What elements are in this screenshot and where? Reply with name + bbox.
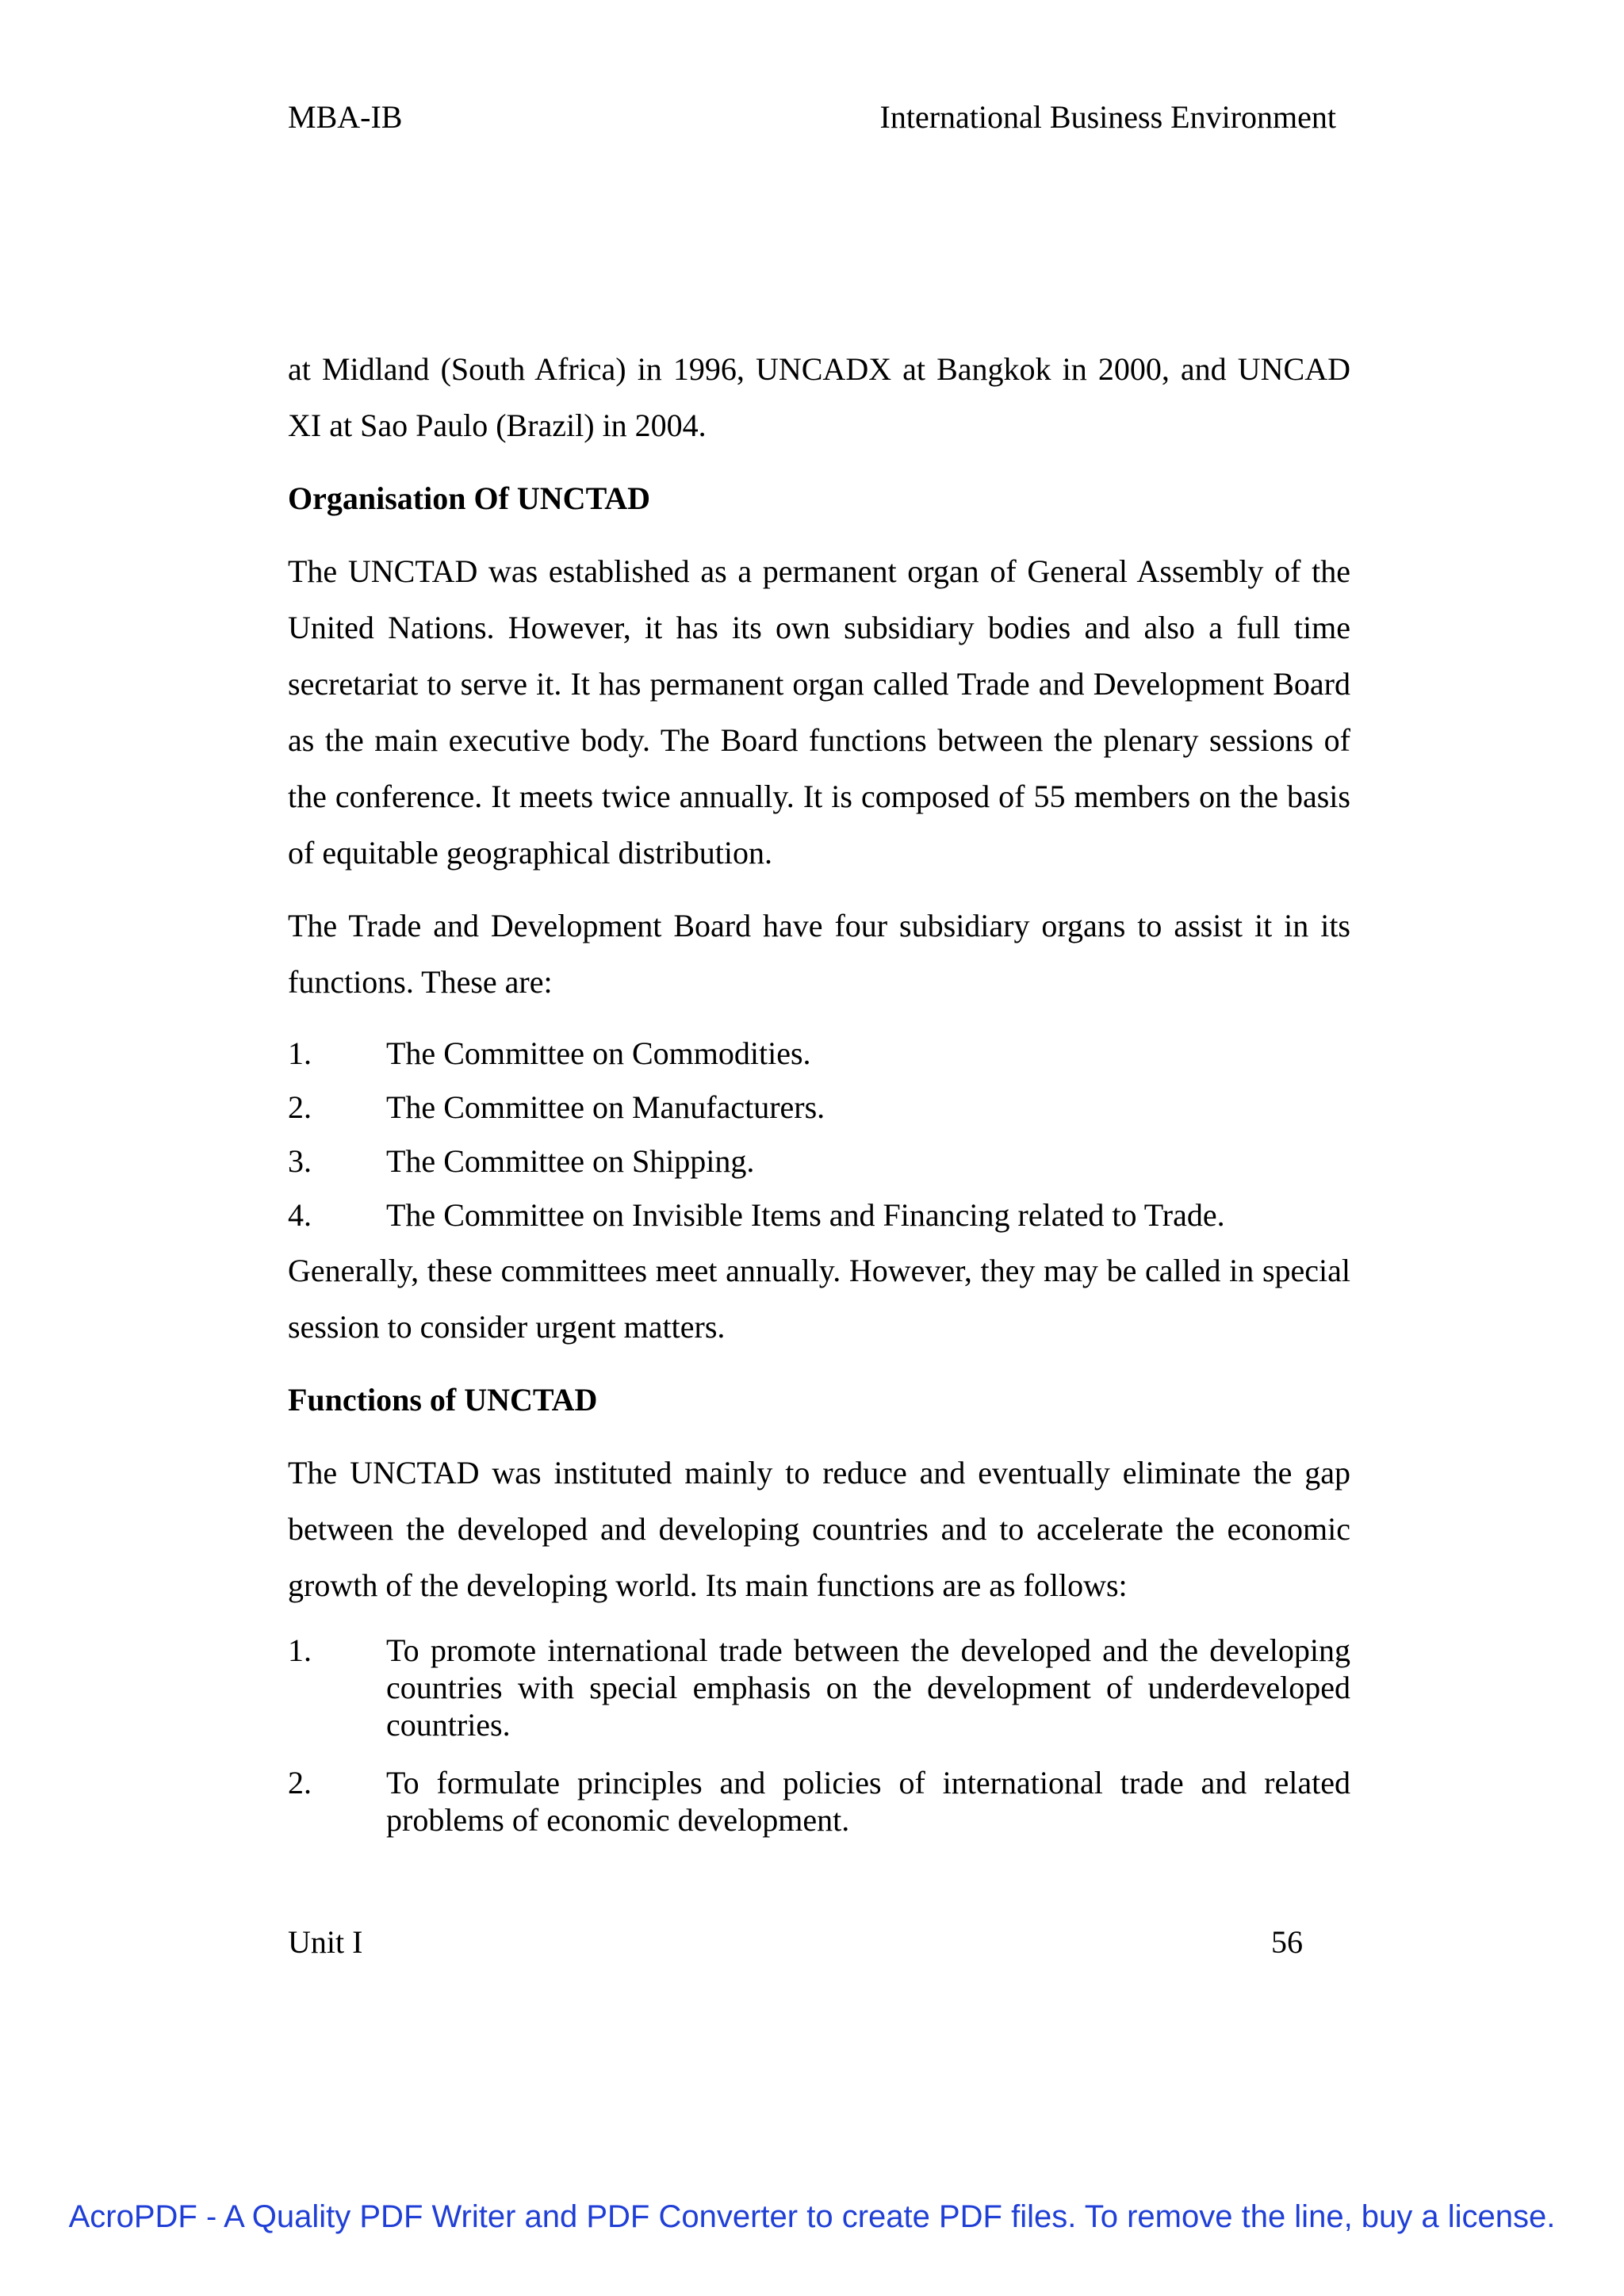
list-item-number: 3. bbox=[288, 1143, 312, 1179]
section-heading-functions: Functions of UNCTAD bbox=[288, 1382, 598, 1418]
list-item-text: The Committee on Shipping. bbox=[386, 1143, 755, 1179]
committees-list bbox=[288, 1027, 1350, 1242]
intro-paragraph: at Midland (South Africa) in 1996, UNCADX at Bangkok in 2000, and UNCAD XI at Sao Paulo (Brazil) in 2004. bbox=[288, 351, 1350, 443]
header-course-code: MBA-IB bbox=[288, 99, 403, 135]
acropdf-watermark-banner: AcroPDF - A Quality PDF Writer and PDF Converter to create PDF files. To remove the line, buy a license. bbox=[68, 2199, 1556, 2234]
body-text bbox=[288, 341, 1350, 1839]
list-item bbox=[288, 1135, 1350, 1188]
list-item-number: 2. bbox=[288, 1765, 312, 1800]
list-item-text: The Committee on Commodities. bbox=[386, 1035, 811, 1071]
list-item bbox=[288, 1764, 1350, 1839]
functions-paragraph: The UNCTAD was instituted mainly to reduce and eventually eliminate the gap between the developed and developing countries and to accelerate the economic growth of the developing world. Its main functions are as follows: bbox=[288, 1455, 1350, 1603]
list-item-number: 1. bbox=[288, 1035, 312, 1071]
list-item-text: To formulate principles and policies of international trade and related problems of economic development. bbox=[386, 1765, 1350, 1838]
section-heading-organisation: Organisation Of UNCTAD bbox=[288, 480, 651, 516]
page-number: 56 bbox=[1271, 1924, 1303, 1960]
list-item bbox=[288, 1081, 1350, 1135]
functions-list bbox=[288, 1632, 1350, 1839]
footer-unit-label: Unit I bbox=[288, 1924, 363, 1960]
list-item-text: The Committee on Invisible Items and Financing related to Trade. bbox=[386, 1197, 1225, 1233]
list-item bbox=[288, 1632, 1350, 1743]
list-item-text: To promote international trade between the developed and the developing countries with special emphasis on the development of underdeveloped countries. bbox=[386, 1632, 1350, 1743]
committees-meeting-paragraph: Generally, these committees meet annually. However, they may be called in special session to consider urgent matters. bbox=[288, 1253, 1350, 1345]
list-item-number: 4. bbox=[288, 1197, 312, 1233]
list-item-number: 1. bbox=[288, 1632, 312, 1668]
list-item bbox=[288, 1188, 1350, 1242]
header-course-title: International Business Environment bbox=[879, 99, 1336, 135]
list-item bbox=[288, 1027, 1350, 1081]
subsidiary-organs-paragraph: The Trade and Development Board have four subsidiary organs to assist it in its functions. These are: bbox=[288, 908, 1350, 1000]
list-item-text: The Committee on Manufacturers. bbox=[386, 1089, 825, 1125]
organisation-paragraph: The UNCTAD was established as a permanent organ of General Assembly of the United Nations. However, it has its own subsidiary bodies and also a full time secretariat to serve it. It has permanent organ called Trade and Development Board as the main executive body. The Board functions between the plenary sessions of the conference. It meets twice annually. It is composed of 55 members on the basis of equitable geographical distribution. bbox=[288, 553, 1350, 871]
list-item-number: 2. bbox=[288, 1089, 312, 1125]
